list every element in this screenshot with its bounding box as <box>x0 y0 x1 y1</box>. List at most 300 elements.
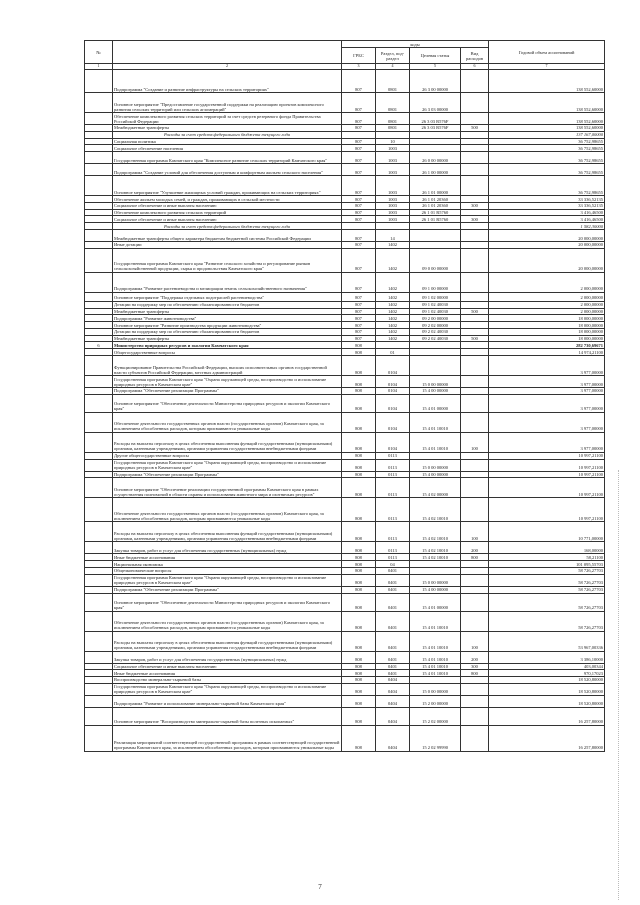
row-grbs-cell: 807 <box>342 292 376 301</box>
row-grbs-cell: 807 <box>342 248 376 272</box>
row-name-cell: Социальная политика <box>113 138 342 145</box>
row-amount-cell: 18 000,00000 <box>489 328 605 335</box>
table-row <box>85 542 605 554</box>
table-row <box>85 707 605 725</box>
row-section-cell: 1402 <box>376 322 410 329</box>
table-row <box>85 335 605 342</box>
row-amount-cell: 10 997,21100 <box>489 459 605 471</box>
row-grbs-cell: 807 <box>342 328 376 335</box>
row-name-cell: Подпрограмма "Развитие животноводства" <box>113 315 342 322</box>
table-row <box>85 651 605 663</box>
row-grbs-cell: 807 <box>342 209 376 216</box>
row-grbs-cell: 807 <box>342 124 376 131</box>
row-name-cell: Государственная программа Камчатского края "Охрана окружающей среды, воспроизводство и использование природных ресурсов в Камчатском крае" <box>113 376 342 388</box>
row-target-cell: 09 2 02 40030 <box>410 328 461 335</box>
table-row <box>85 593 605 611</box>
row-amount-cell: 58 726,27703 <box>489 611 605 631</box>
row-target-cell: 26 3 00 00000 <box>410 69 461 92</box>
row-number-cell <box>85 322 113 329</box>
row-amount-cell: 2 000,00000 <box>489 272 605 292</box>
row-name-cell: Расходы за счет средств федерального бюджета текущего года <box>113 223 342 230</box>
row-section-cell: 0401 <box>376 670 410 677</box>
row-number-cell <box>85 69 113 92</box>
row-section-cell: 1402 <box>376 335 410 342</box>
table-row <box>85 124 605 131</box>
row-grbs-cell: 808 <box>342 478 376 498</box>
row-number-cell <box>85 593 113 611</box>
row-exptype-cell <box>461 376 489 388</box>
row-exptype-cell <box>461 138 489 145</box>
row-number-cell <box>85 145 113 152</box>
row-target-cell: 15 4 00 00000 <box>410 471 461 478</box>
row-target-cell: 15 0 00 00000 <box>410 376 461 388</box>
table-row <box>85 152 605 164</box>
row-target-cell: 15 4 02 00000 <box>410 478 461 498</box>
row-number-cell <box>85 522 113 542</box>
budget-table-container <box>84 40 604 752</box>
table-row <box>85 631 605 651</box>
row-name-cell: Расходы за счет средств федерального бюджета текущего года <box>113 131 342 138</box>
table-row <box>85 292 605 301</box>
row-grbs-cell: 807 <box>342 315 376 322</box>
row-number-cell <box>85 272 113 292</box>
row-name-cell: Основное мероприятие "Предоставление государственной поддержки на реализацию проектов комплексного развития сельских территорий или сельских агломераций" <box>113 92 342 112</box>
row-grbs-cell: 808 <box>342 707 376 725</box>
row-number-cell <box>85 301 113 308</box>
page-number: 7 <box>318 883 322 891</box>
row-target-cell: 15 2 00 00000 <box>410 695 461 707</box>
row-grbs-cell: 808 <box>342 561 376 568</box>
row-number-cell <box>85 670 113 677</box>
row-section-cell: 0404 <box>376 683 410 695</box>
row-amount-cell: 36 752,98655 <box>489 176 605 196</box>
row-amount-cell: 14 974,21100 <box>489 349 605 356</box>
row-name-cell: Подпрограмма "Обеспечение реализации Программы" <box>113 388 342 395</box>
row-amount-cell: 10 997,21100 <box>489 498 605 522</box>
row-target-cell: 15 0 00 00000 <box>410 459 461 471</box>
row-exptype-cell <box>461 315 489 322</box>
margin-mark <box>618 470 623 900</box>
row-grbs-cell: 807 <box>342 202 376 209</box>
row-section-cell: 1402 <box>376 292 410 301</box>
row-section-cell: 0104 <box>376 356 410 376</box>
row-amount-cell: 3 977,00000 <box>489 412 605 432</box>
row-grbs-cell: 808 <box>342 459 376 471</box>
row-name-cell: Межбюджетные трансферты общего характера бюджетам бюджетной системы Российской Федерации <box>113 230 342 242</box>
row-section-cell: 0113 <box>376 459 410 471</box>
table-row <box>85 69 605 92</box>
row-number-cell <box>85 677 113 684</box>
row-number-cell <box>85 452 113 459</box>
table-row <box>85 301 605 308</box>
row-target-cell: 09 0 00 00000 <box>410 248 461 272</box>
row-section-cell: 1402 <box>376 308 410 315</box>
row-target-cell: 26 1 01 00000 <box>410 176 461 196</box>
row-grbs-cell: 807 <box>342 164 376 176</box>
row-section-cell: 0401 <box>376 567 410 574</box>
row-number-cell <box>85 196 113 203</box>
row-number-cell <box>85 152 113 164</box>
row-grbs-cell: 808 <box>342 349 376 356</box>
row-number-cell <box>85 432 113 452</box>
row-grbs-cell: 807 <box>342 272 376 292</box>
row-exptype-cell: 100 <box>461 631 489 651</box>
row-number-cell <box>85 725 113 751</box>
row-section-cell: 1003 <box>376 202 410 209</box>
row-amount-cell: 20 000,00000 <box>489 248 605 272</box>
row-exptype-cell <box>461 459 489 471</box>
row-number-cell <box>85 223 113 230</box>
row-target-cell: 26 1 00 00000 <box>410 164 461 176</box>
row-target-cell: 26 1 01 R5760 <box>410 209 461 216</box>
table-row <box>85 412 605 432</box>
table-row <box>85 432 605 452</box>
row-target-cell <box>410 145 461 152</box>
row-section-cell: 0113 <box>376 471 410 478</box>
table-row <box>85 328 605 335</box>
row-amount-cell: 138 552,60000 <box>489 124 605 131</box>
table-row <box>85 356 605 376</box>
row-number-cell <box>85 176 113 196</box>
row-section-cell <box>376 131 410 138</box>
row-section-cell: 0113 <box>376 522 410 542</box>
table-row <box>85 272 605 292</box>
row-number-cell <box>85 611 113 631</box>
row-grbs-cell: 808 <box>342 376 376 388</box>
row-section-cell: 0801 <box>376 69 410 92</box>
row-exptype-cell: 300 <box>461 216 489 223</box>
row-number-cell <box>85 131 113 138</box>
row-exptype-cell <box>461 695 489 707</box>
row-name-cell: Основное мероприятие "Обеспечение деятельности Министерства природных ресурсов и экологии Камчатского края" <box>113 593 342 611</box>
row-exptype-cell <box>461 92 489 112</box>
table-row <box>85 695 605 707</box>
row-target-cell: 26 3 03 R576F <box>410 112 461 124</box>
row-section-cell: 1402 <box>376 328 410 335</box>
row-name-cell: Реализация мероприятий соответствующей государственной программы в рамках соответствующей государственной программы Камчатского края, за исключением обособленных расходов, которым присваиваются уникальные коды <box>113 725 342 751</box>
row-name-cell: Социальное обеспечение населения <box>113 145 342 152</box>
row-grbs-cell: 807 <box>342 230 376 242</box>
row-exptype-cell <box>461 292 489 301</box>
row-grbs-cell <box>342 131 376 138</box>
row-section-cell: 0404 <box>376 725 410 751</box>
table-row <box>85 315 605 322</box>
table-row <box>85 522 605 542</box>
row-target-cell: 26 1 01 20360 <box>410 202 461 209</box>
row-name-cell: Подпрограмма "Развитие растениеводства и мелиорации земель сельскохозяйственного назначения" <box>113 272 342 292</box>
row-exptype-cell: 500 <box>461 335 489 342</box>
row-grbs-cell: 807 <box>342 335 376 342</box>
table-row <box>85 388 605 395</box>
row-target-cell: 09 2 02 40030 <box>410 335 461 342</box>
row-target-cell <box>410 342 461 349</box>
table-row <box>85 322 605 329</box>
row-amount-cell: 36 752,98655 <box>489 145 605 152</box>
header-num: № <box>85 41 113 64</box>
row-grbs-cell: 807 <box>342 176 376 196</box>
row-amount-cell: 36 752,98655 <box>489 138 605 145</box>
row-name-cell: Основное мероприятие "Обеспечение реализации государственной программы Камчатского края в рамках осуществления полномочий в области охраны и использования животного мира и охотничьих ресурсов" <box>113 478 342 498</box>
row-grbs-cell: 807 <box>342 196 376 203</box>
row-name-cell: Иные бюджетные ассигнования <box>113 554 342 561</box>
row-number-cell <box>85 356 113 376</box>
row-section-cell: 0401 <box>376 651 410 663</box>
row-name-cell: Основное мероприятие "Поддержка отдельных подотраслей растениеводства" <box>113 292 342 301</box>
row-section-cell: 1003 <box>376 216 410 223</box>
table-row <box>85 92 605 112</box>
row-name-cell: Расходы на выплаты персоналу в целях обеспечения выполнения функций государственными (муниципальными) органами, казенными учреждениями, органами управления государственными внебюджетными фондами <box>113 522 342 542</box>
row-exptype-cell <box>461 342 489 349</box>
row-name-cell: Иные бюджетные ассигнования <box>113 670 342 677</box>
row-section-cell: 0113 <box>376 452 410 459</box>
row-number-cell <box>85 315 113 322</box>
row-target-cell: 26 3 03 00000 <box>410 92 461 112</box>
row-section-cell: 0104 <box>376 394 410 412</box>
row-section-cell: 0113 <box>376 554 410 561</box>
row-grbs-cell: 808 <box>342 631 376 651</box>
row-exptype-cell: 200 <box>461 542 489 554</box>
row-grbs-cell: 808 <box>342 412 376 432</box>
table-row <box>85 670 605 677</box>
row-name-cell: Социальное обеспечение и иные выплаты населению <box>113 663 342 670</box>
row-amount-cell: 33 336,52135 <box>489 202 605 209</box>
row-amount-cell: 3 977,00000 <box>489 356 605 376</box>
table-row <box>85 586 605 593</box>
row-target-cell: 15 4 01 10010 <box>410 663 461 670</box>
table-row <box>85 209 605 216</box>
row-grbs-cell: 808 <box>342 394 376 412</box>
row-grbs-cell: 808 <box>342 586 376 593</box>
row-target-cell: 15 4 01 00000 <box>410 593 461 611</box>
table-row <box>85 145 605 152</box>
row-target-cell: 09 1 02 40030 <box>410 301 461 308</box>
row-number-cell <box>85 164 113 176</box>
row-name-cell: Основное мероприятие "Развитие производства продукции животноводства" <box>113 322 342 329</box>
row-amount-cell: 10 997,21100 <box>489 478 605 498</box>
row-amount-cell: 2 000,00000 <box>489 292 605 301</box>
column-number: 6 <box>461 64 489 70</box>
row-grbs-cell: 807 <box>342 112 376 124</box>
row-number-cell <box>85 542 113 554</box>
row-number-cell <box>85 631 113 651</box>
row-grbs-cell: 807 <box>342 145 376 152</box>
row-amount-cell: 168,00000 <box>489 542 605 554</box>
row-section-cell: 0801 <box>376 112 410 124</box>
row-number-cell <box>85 561 113 568</box>
row-target-cell: 15 4 02 10010 <box>410 554 461 561</box>
header-total: Годовой объем ассигнований <box>489 41 605 64</box>
row-number-cell <box>85 663 113 670</box>
row-name-cell: Закупка товаров, работ и услуг для обеспечения государственных (муниципальных) нужд <box>113 651 342 663</box>
row-target-cell: 09 2 00 00000 <box>410 315 461 322</box>
row-exptype-cell <box>461 707 489 725</box>
row-target-cell: 15 2 02 99990 <box>410 725 461 751</box>
row-number-cell <box>85 242 113 249</box>
row-number-cell <box>85 216 113 223</box>
row-section-cell: 1402 <box>376 315 410 322</box>
row-exptype-cell <box>461 176 489 196</box>
row-number-cell <box>85 388 113 395</box>
table-row <box>85 230 605 242</box>
row-amount-cell: 18 520,80000 <box>489 677 605 684</box>
row-exptype-cell <box>461 725 489 751</box>
table-row <box>85 725 605 751</box>
row-exptype-cell <box>461 349 489 356</box>
row-section-cell: 1402 <box>376 272 410 292</box>
row-number-cell <box>85 248 113 272</box>
header-name <box>113 41 342 64</box>
row-section-cell: 0404 <box>376 677 410 684</box>
row-target-cell: 09 1 00 00000 <box>410 272 461 292</box>
table-row <box>85 561 605 568</box>
row-number-cell <box>85 683 113 695</box>
table-row <box>85 452 605 459</box>
row-section-cell: 0801 <box>376 124 410 131</box>
row-section-cell: 0104 <box>376 432 410 452</box>
row-amount-cell: 3 977,00000 <box>489 388 605 395</box>
row-target-cell: 15 0 00 00000 <box>410 574 461 586</box>
row-exptype-cell <box>461 328 489 335</box>
row-grbs-cell: 807 <box>342 301 376 308</box>
column-number: 7 <box>489 64 605 70</box>
row-target-cell <box>410 561 461 568</box>
row-section-cell <box>376 342 410 349</box>
column-number: 5 <box>410 64 461 70</box>
row-section-cell: 1402 <box>376 301 410 308</box>
table-row <box>85 498 605 522</box>
table-row <box>85 138 605 145</box>
row-number-cell: 6 <box>85 342 113 349</box>
row-target-cell <box>410 452 461 459</box>
row-name-cell: Основное мероприятие "Улучшение жилищных условий граждан, проживающих на сельских территориях" <box>113 176 342 196</box>
row-exptype-cell <box>461 452 489 459</box>
row-amount-cell: 10 997,21100 <box>489 452 605 459</box>
row-exptype-cell <box>461 145 489 152</box>
row-exptype-cell: 300 <box>461 663 489 670</box>
row-grbs-cell: 808 <box>342 498 376 522</box>
header-codes: коды <box>342 41 489 48</box>
row-number-cell <box>85 498 113 522</box>
table-row <box>85 196 605 203</box>
row-grbs-cell: 807 <box>342 152 376 164</box>
row-amount-cell: 970,17023 <box>489 670 605 677</box>
column-number: 4 <box>376 64 410 70</box>
row-name-cell: Обеспечение деятельности государственных органов власти (государственных органов) Камчатского края, за исключением обособленных расходов, которым присваиваются уникальные коды <box>113 611 342 631</box>
row-section-cell: 0801 <box>376 92 410 112</box>
row-target-cell: 26 1 01 R5760 <box>410 216 461 223</box>
row-section-cell: 1003 <box>376 145 410 152</box>
row-amount-cell: 3 977,00000 <box>489 394 605 412</box>
row-grbs-cell: 808 <box>342 611 376 631</box>
row-target-cell: 15 4 01 10010 <box>410 611 461 631</box>
row-grbs-cell: 808 <box>342 342 376 349</box>
row-exptype-cell <box>461 242 489 249</box>
row-section-cell: 14 <box>376 230 410 242</box>
row-number-cell <box>85 230 113 242</box>
row-target-cell: 15 4 01 00000 <box>410 394 461 412</box>
row-name-cell: Иные дотации <box>113 242 342 249</box>
row-section-cell: 0104 <box>376 376 410 388</box>
row-exptype-cell <box>461 593 489 611</box>
column-number: 1 <box>85 64 113 70</box>
row-exptype-cell <box>461 230 489 242</box>
row-name-cell: Дотации на поддержку мер по обеспечению сбалансированности бюджетов <box>113 301 342 308</box>
row-target-cell <box>410 349 461 356</box>
row-amount-cell: 58 726,27703 <box>489 567 605 574</box>
table-row <box>85 242 605 249</box>
row-target-cell <box>410 223 461 230</box>
row-target-cell: 15 4 01 10010 <box>410 670 461 677</box>
row-exptype-cell <box>461 272 489 292</box>
row-exptype-cell <box>461 567 489 574</box>
row-section-cell: 1003 <box>376 152 410 164</box>
row-section-cell: 0104 <box>376 388 410 395</box>
row-number-cell <box>85 695 113 707</box>
row-exptype-cell <box>461 209 489 216</box>
row-grbs-cell: 807 <box>342 242 376 249</box>
row-grbs-cell: 808 <box>342 452 376 459</box>
row-target-cell <box>410 230 461 242</box>
row-grbs-cell: 808 <box>342 542 376 554</box>
row-name-cell: Расходы на выплаты персоналу в целях обеспечения выполнения функций государственными (муниципальными) органами, казенными учреждениями, органами управления государственными внебюджетными фондами <box>113 631 342 651</box>
row-number-cell <box>85 209 113 216</box>
row-name-cell: Государственная программа Камчатского края "Комплексное развитие сельских территорий Камчатского края" <box>113 152 342 164</box>
row-name-cell: Подпрограмма "Создание условий для обеспечения доступным и комфортным жильем сельского населения" <box>113 164 342 176</box>
row-grbs-cell: 808 <box>342 554 376 561</box>
row-section-cell: 0401 <box>376 574 410 586</box>
row-exptype-cell: 800 <box>461 670 489 677</box>
table-row <box>85 567 605 574</box>
row-section-cell: 0104 <box>376 412 410 432</box>
row-exptype-cell <box>461 394 489 412</box>
row-exptype-cell <box>461 131 489 138</box>
row-number-cell <box>85 328 113 335</box>
table-row <box>85 554 605 561</box>
row-amount-cell: 18 000,00000 <box>489 335 605 342</box>
row-target-cell <box>410 131 461 138</box>
table-header <box>85 41 605 70</box>
row-amount-cell: 101 095,55703 <box>489 561 605 568</box>
row-grbs-cell: 808 <box>342 432 376 452</box>
row-name-cell: Государственная программа Камчатского края "Охрана окружающей среды, воспроизводство и использование природных ресурсов в Камчатском крае" <box>113 683 342 695</box>
budget-allocation-table <box>84 40 605 752</box>
row-amount-cell: 1 582,30000 <box>489 223 605 230</box>
row-amount-cell: 3 977,00000 <box>489 432 605 452</box>
table-row <box>85 342 605 349</box>
row-amount-cell: 3 416,46500 <box>489 216 605 223</box>
row-exptype-cell: 200 <box>461 651 489 663</box>
row-number-cell <box>85 554 113 561</box>
row-target-cell: 15 4 02 10010 <box>410 522 461 542</box>
row-exptype-cell <box>461 471 489 478</box>
row-exptype-cell <box>461 152 489 164</box>
row-section-cell: 0113 <box>376 478 410 498</box>
row-target-cell <box>410 138 461 145</box>
row-grbs-cell: 807 <box>342 138 376 145</box>
row-target-cell: 09 1 02 00000 <box>410 292 461 301</box>
column-number: 2 <box>113 64 342 70</box>
row-grbs-cell: 808 <box>342 567 376 574</box>
row-exptype-cell <box>461 164 489 176</box>
row-section-cell: 10 <box>376 138 410 145</box>
row-grbs-cell: 807 <box>342 322 376 329</box>
row-exptype-cell: 800 <box>461 554 489 561</box>
row-target-cell: 15 0 00 00000 <box>410 683 461 695</box>
row-target-cell: 26 3 03 R576F <box>410 124 461 131</box>
row-section-cell: 1003 <box>376 176 410 196</box>
row-number-cell <box>85 349 113 356</box>
row-section-cell: 0401 <box>376 631 410 651</box>
